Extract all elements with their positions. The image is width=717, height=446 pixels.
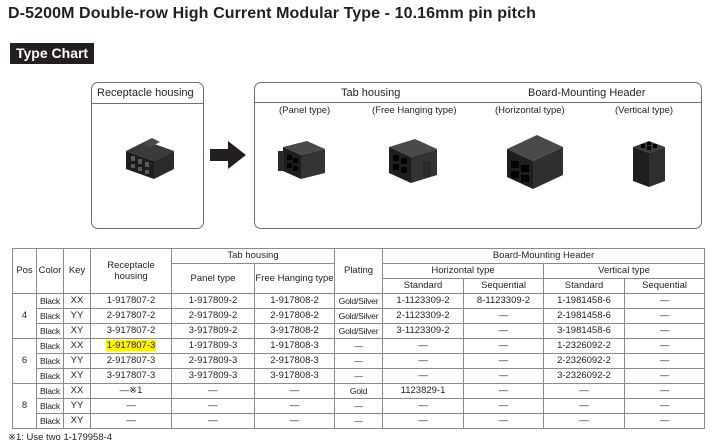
cell-v-sequential: — xyxy=(625,354,705,369)
receptacle-divider xyxy=(92,103,203,104)
cell-receptacle: — xyxy=(91,414,172,429)
cell-h-standard: — xyxy=(383,339,464,354)
col-color: Color xyxy=(37,249,64,294)
cell-key: XX xyxy=(64,384,91,399)
horizontal-header-image xyxy=(503,131,567,193)
cell-v-standard: — xyxy=(544,384,625,399)
cell-h-sequential: 8-1123309-2 xyxy=(464,294,544,309)
vertical-subtitle: (Vertical type) xyxy=(615,105,674,116)
cell-panel: 2-917809-2 xyxy=(172,309,255,324)
cell-v-standard: 2-1981458-6 xyxy=(544,309,625,324)
cell-color: Black xyxy=(37,324,64,339)
col-h-standard: Standard xyxy=(383,279,464,294)
col-key: Key xyxy=(64,249,91,294)
col-v-sequential: Sequential xyxy=(625,279,705,294)
col-horizontal: Horizontal type xyxy=(383,264,544,279)
tab-housing-title: Tab housing xyxy=(341,87,401,99)
cell-receptacle: 3-917807-2 xyxy=(91,324,172,339)
cell-h-sequential: — xyxy=(464,414,544,429)
cell-color: Black xyxy=(37,339,64,354)
cell-panel: 1-917809-2 xyxy=(172,294,255,309)
cell-h-standard: 1-1123309-2 xyxy=(383,294,464,309)
cell-free-hanging: — xyxy=(255,399,335,414)
cell-free-hanging: 1-917808-3 xyxy=(255,339,335,354)
table-row xyxy=(13,309,705,324)
col-v-standard: Standard xyxy=(544,279,625,294)
cell-color: Black xyxy=(37,414,64,429)
cell-receptacle: 1-917807-2 xyxy=(91,294,172,309)
table-row xyxy=(13,384,705,399)
table-row xyxy=(13,294,705,309)
cell-pos: 4 xyxy=(13,294,37,339)
cell-v-sequential: — xyxy=(625,339,705,354)
cell-key: YY xyxy=(64,309,91,324)
col-tab-housing: Tab housing xyxy=(172,249,335,264)
arrow-right-icon xyxy=(210,141,246,169)
cell-h-standard: 2-1123309-2 xyxy=(383,309,464,324)
cell-h-standard: — xyxy=(383,399,464,414)
cell-panel: — xyxy=(172,384,255,399)
cell-pos: 6 xyxy=(13,339,37,384)
col-vertical: Vertical type xyxy=(544,264,705,279)
cell-plating: — xyxy=(335,369,383,384)
right-panel-divider xyxy=(255,102,701,103)
type-chart-table xyxy=(12,248,705,429)
cell-h-sequential: — xyxy=(464,354,544,369)
cell-panel: — xyxy=(172,399,255,414)
cell-free-hanging: 2-917808-2 xyxy=(255,309,335,324)
cell-panel: 2-917809-3 xyxy=(172,354,255,369)
cell-receptacle: 2-917807-3 xyxy=(91,354,172,369)
cell-v-sequential: — xyxy=(625,309,705,324)
horizontal-subtitle: (Horizontal type) xyxy=(495,105,565,116)
cell-h-standard: — xyxy=(383,354,464,369)
cell-color: Black xyxy=(37,309,64,324)
cell-v-standard: 1-1981458-6 xyxy=(544,294,625,309)
cell-color: Black xyxy=(37,294,64,309)
cell-color: Black xyxy=(37,354,64,369)
cell-v-standard: 3-2326092-2 xyxy=(544,369,625,384)
footnote: ※1: Use two 1-179958-4 xyxy=(8,432,113,443)
table-row xyxy=(13,399,705,414)
cell-receptacle: — xyxy=(91,399,172,414)
cell-plating: Gold/Silver xyxy=(335,309,383,324)
cell-plating: — xyxy=(335,399,383,414)
panel-type-subtitle: (Panel type) xyxy=(279,105,331,116)
cell-receptacle: —※1 xyxy=(91,384,172,399)
cell-key: YY xyxy=(64,399,91,414)
cell-color: Black xyxy=(37,399,64,414)
cell-plating: — xyxy=(335,414,383,429)
cell-h-sequential: — xyxy=(464,324,544,339)
vertical-header-image xyxy=(629,137,669,191)
col-board-header: Board-Mounting Header xyxy=(383,249,705,264)
receptacle-title: Receptacle housing xyxy=(97,87,194,99)
cell-receptacle: 3-917807-3 xyxy=(91,369,172,384)
cell-v-sequential: — xyxy=(625,399,705,414)
board-header-title: Board-Mounting Header xyxy=(528,87,646,99)
cell-free-hanging: — xyxy=(255,384,335,399)
cell-h-sequential: — xyxy=(464,309,544,324)
cell-h-standard: — xyxy=(383,414,464,429)
cell-h-sequential: — xyxy=(464,384,544,399)
section-label: Type Chart xyxy=(10,43,94,64)
table-row xyxy=(13,414,705,429)
cell-h-standard: 1123829-1 xyxy=(383,384,464,399)
cell-panel: 3-917809-3 xyxy=(172,369,255,384)
cell-panel: 1-917809-3 xyxy=(172,339,255,354)
tab-and-header-panel xyxy=(254,82,702,229)
cell-plating: — xyxy=(335,339,383,354)
cell-v-standard: 3-1981458-6 xyxy=(544,324,625,339)
table-row xyxy=(13,369,705,384)
cell-v-sequential: — xyxy=(625,324,705,339)
cell-plating: Gold/Silver xyxy=(335,324,383,339)
cell-v-sequential: — xyxy=(625,414,705,429)
cell-v-sequential: — xyxy=(625,384,705,399)
free-hanging-subtitle: (Free Hanging type) xyxy=(372,105,457,116)
receptacle-housing-image xyxy=(122,133,178,183)
cell-key: XY xyxy=(64,414,91,429)
cell-h-sequential: — xyxy=(464,339,544,354)
cell-plating: Gold xyxy=(335,384,383,399)
table-row xyxy=(13,324,705,339)
col-receptacle: Receptacle housing xyxy=(91,249,172,294)
col-free-hanging: Free Hanging type xyxy=(255,264,335,294)
cell-h-standard: — xyxy=(383,369,464,384)
cell-panel: 3-917809-2 xyxy=(172,324,255,339)
panel-type-image xyxy=(277,137,329,183)
free-hanging-image xyxy=(383,135,441,187)
cell-key: XX xyxy=(64,339,91,354)
cell-key: YY xyxy=(64,354,91,369)
cell-v-sequential: — xyxy=(625,294,705,309)
cell-receptacle xyxy=(91,339,172,354)
cell-free-hanging: 3-917808-2 xyxy=(255,324,335,339)
col-h-sequential: Sequential xyxy=(464,279,544,294)
cell-plating: — xyxy=(335,354,383,369)
cell-receptacle: 2-917807-2 xyxy=(91,309,172,324)
cell-free-hanging: 3-917808-3 xyxy=(255,369,335,384)
cell-key: XX xyxy=(64,294,91,309)
cell-free-hanging: 1-917808-2 xyxy=(255,294,335,309)
page-title: D-5200M Double-row High Current Modular Type - 10.16mm pin pitch xyxy=(8,5,536,22)
cell-h-standard: 3-1123309-2 xyxy=(383,324,464,339)
table-row xyxy=(13,354,705,369)
receptacle-panel xyxy=(91,82,204,229)
cell-pos: 8 xyxy=(13,384,37,429)
cell-v-standard: 1-2326092-2 xyxy=(544,339,625,354)
type-chart-body xyxy=(13,294,705,429)
cell-v-sequential: — xyxy=(625,369,705,384)
col-plating: Plating xyxy=(335,249,383,294)
col-panel-type: Panel type xyxy=(172,264,255,294)
cell-plating: Gold/Silver xyxy=(335,294,383,309)
cell-color: Black xyxy=(37,369,64,384)
cell-key: XY xyxy=(64,324,91,339)
cell-key: XY xyxy=(64,369,91,384)
cell-color: Black xyxy=(37,384,64,399)
table-row xyxy=(13,339,705,354)
cell-h-sequential: — xyxy=(464,399,544,414)
cell-panel: — xyxy=(172,414,255,429)
cell-free-hanging: — xyxy=(255,414,335,429)
cell-v-standard: 2-2326092-2 xyxy=(544,354,625,369)
cell-v-standard: — xyxy=(544,414,625,429)
cell-v-standard: — xyxy=(544,399,625,414)
highlighted-part-number: 1-917807-3 xyxy=(106,340,156,351)
col-pos: Pos xyxy=(13,249,37,294)
cell-free-hanging: 2-917808-3 xyxy=(255,354,335,369)
cell-h-sequential: — xyxy=(464,369,544,384)
